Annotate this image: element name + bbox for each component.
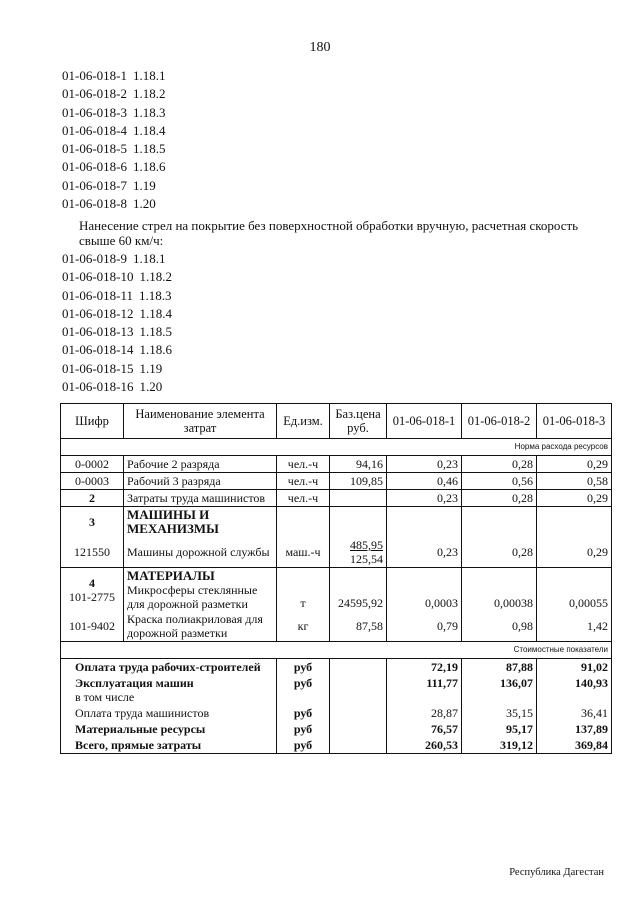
cell-value: 0,28 [462, 490, 537, 507]
cost-value: 91,02 [537, 659, 612, 676]
cell-empty [277, 507, 330, 538]
cost-value: 369,84 [537, 737, 612, 754]
code-row [62, 140, 166, 158]
ref: 1.18.6 [133, 159, 166, 175]
cell-value: 0,58 [537, 473, 612, 490]
cell-unit: чел.-ч [277, 456, 330, 473]
code: 01-06-018-16 [62, 379, 134, 395]
cost-name: Всего, прямые затраты [61, 737, 277, 754]
cell-value: 0,46 [387, 473, 462, 490]
cell-code: 3 [61, 507, 124, 538]
norm-label: Норма расхода ресурсов [61, 439, 612, 456]
ref: 1.18.5 [139, 324, 172, 340]
page-number: 180 [309, 40, 331, 55]
code-list-2 [62, 250, 172, 396]
ref: 1.18.1 [133, 251, 166, 266]
section-heading-materials: МАТЕРИАЛЫ [127, 568, 215, 583]
ref: 1.18.2 [133, 86, 166, 102]
table-row [61, 507, 612, 538]
cell-price: 24595,92 [330, 568, 387, 612]
footer-region: Республика Дагестан [509, 867, 604, 878]
cell-name: Затраты труда машинистов [124, 490, 277, 507]
ref: 1.18.4 [133, 122, 166, 138]
code-row [62, 268, 172, 286]
cell-value: 0,00038 [462, 568, 537, 612]
cost-value: 140,93 [537, 675, 612, 705]
code: 01-06-018-11 [62, 287, 134, 303]
code: 01-06-018-9 [62, 251, 127, 266]
header-col-3: 01-06-018-3 [537, 404, 612, 439]
cell-price: 109,85 [330, 473, 387, 490]
cost-name: Материальные ресурсы [61, 721, 277, 737]
cell-empty [330, 675, 387, 705]
code: 01-06-018-2 [62, 86, 127, 102]
cell-empty [330, 507, 387, 538]
cost-name: Оплата труда машинистов [61, 705, 277, 721]
table-header-row [61, 404, 612, 439]
code: 01-06-018-8 [62, 196, 127, 212]
code: 01-06-018-13 [62, 324, 134, 340]
table-row [61, 473, 612, 490]
cell-empty [330, 737, 387, 754]
cost-value: 76,57 [387, 721, 462, 737]
code: 01-06-018-3 [62, 104, 127, 120]
ref: 1.18.2 [139, 269, 172, 285]
cell-value: 0,00055 [537, 568, 612, 612]
code-row [62, 104, 166, 122]
cost-value: 95,17 [462, 721, 537, 737]
cost-value: 319,12 [462, 737, 537, 754]
cost-value: 111,77 [387, 675, 462, 705]
cell-price [330, 537, 387, 568]
ref: 1.19 [139, 360, 163, 376]
ref: 1.18.4 [139, 305, 172, 321]
cell-code: 2 [61, 490, 124, 507]
table-row [61, 537, 612, 568]
cell-code: 121550 [61, 537, 124, 568]
cost-name: Эксплуатация машин [75, 676, 194, 690]
cell-name: Рабочий 3 разряда [124, 473, 277, 490]
norm-subheader-row [61, 439, 612, 456]
code-row [62, 177, 166, 195]
code-row [62, 360, 172, 378]
cell-value: 1,42 [537, 611, 612, 642]
cell-name-group [124, 568, 277, 612]
cell-value: 0,29 [537, 490, 612, 507]
ref: 1.18.3 [139, 287, 172, 303]
cost-label: Стоимостные показатели [61, 642, 612, 659]
cost-value: 260,53 [387, 737, 462, 754]
cell-price: 87,58 [330, 611, 387, 642]
cell-code-group [61, 568, 124, 612]
cell-unit: маш.-ч [277, 537, 330, 568]
cell-value: 0,0003 [387, 568, 462, 612]
cost-sub: в том числе [75, 690, 135, 704]
cell-value: 0,23 [387, 456, 462, 473]
ref: 1.20 [139, 379, 163, 395]
cell-empty [462, 507, 537, 538]
ref: 1.18.1 [133, 68, 166, 83]
cost-row [61, 705, 612, 721]
cost-name: Оплата труда рабочих-строителей [61, 659, 277, 676]
price-machine: 485,95 [350, 538, 383, 552]
header-col-1: 01-06-018-1 [387, 404, 462, 439]
cell-code: 0-0003 [61, 473, 124, 490]
code-row [62, 250, 172, 268]
cell-empty [330, 659, 387, 676]
cell-empty [537, 507, 612, 538]
cost-value: 28,87 [387, 705, 462, 721]
cell-value: 0,28 [462, 456, 537, 473]
ref: 1.18.5 [133, 141, 166, 157]
cost-row [61, 659, 612, 676]
table-row [61, 611, 612, 642]
code-row [62, 323, 172, 341]
ref: 1.20 [133, 196, 156, 212]
cell-empty [387, 507, 462, 538]
cost-value: 36,41 [537, 705, 612, 721]
cell-value: 0,23 [387, 537, 462, 568]
cost-subheader-row [61, 642, 612, 659]
cell-value: 0,29 [537, 456, 612, 473]
cell-value: 0,28 [462, 537, 537, 568]
ref: 1.18.3 [133, 104, 166, 120]
cell-value: 0,56 [462, 473, 537, 490]
cost-value: 137,89 [537, 721, 612, 737]
code: 01-06-018-14 [62, 342, 134, 358]
code-row [62, 67, 166, 85]
ref: 1.18.6 [139, 342, 172, 358]
cost-name-group [61, 675, 277, 705]
code: 01-06-018-15 [62, 360, 134, 376]
cell-price [330, 490, 387, 507]
cell-name: Микросферы стеклянные для дорожной разметки [127, 583, 258, 611]
section-description: Нанесение стрел на покрытие без поверхностной обработки вручную, расчетная скорость свыше 60 км/ч: [79, 218, 579, 248]
section-heading-machines: МАШИНЫ И МЕХАНИЗМЫ [124, 507, 277, 538]
cell-code: 101-2775 [69, 589, 115, 604]
code: 01-06-018-7 [62, 177, 127, 193]
cost-value: 35,15 [462, 705, 537, 721]
cell-empty [330, 705, 387, 721]
code: 01-06-018-10 [62, 269, 134, 285]
table-row [61, 490, 612, 507]
code-row [62, 195, 166, 213]
code-row [62, 287, 172, 305]
cost-unit: руб [277, 675, 330, 705]
code: 01-06-018-5 [62, 141, 127, 157]
code: 01-06-018-4 [62, 122, 127, 138]
table-row [61, 456, 612, 473]
cost-row [61, 675, 612, 705]
cell-value: 0,98 [462, 611, 537, 642]
code-row [62, 378, 172, 396]
table-row [61, 568, 612, 612]
cost-unit: руб [277, 737, 330, 754]
cell-name: Машины дорожной службы [124, 537, 277, 568]
cost-unit: руб [277, 659, 330, 676]
code-row [62, 305, 172, 323]
cell-code: 0-0002 [61, 456, 124, 473]
code: 01-06-018-1 [62, 68, 127, 83]
cell-unit: чел.-ч [277, 490, 330, 507]
cell-code: 101-9402 [61, 611, 124, 642]
cell-value: 0,23 [387, 490, 462, 507]
cost-unit: руб [277, 705, 330, 721]
cost-value: 72,19 [387, 659, 462, 676]
cost-unit: руб [277, 721, 330, 737]
cell-price: 94,16 [330, 456, 387, 473]
code-row [62, 85, 166, 103]
cell-value: 0,29 [537, 537, 612, 568]
cell-unit: т [277, 568, 330, 612]
cost-row [61, 721, 612, 737]
cell-value: 0,79 [387, 611, 462, 642]
header-code: Шифр [61, 404, 124, 439]
section-number: 4 [89, 575, 95, 590]
header-col-2: 01-06-018-2 [462, 404, 537, 439]
code-row [62, 122, 166, 140]
cell-unit: чел.-ч [277, 473, 330, 490]
cell-empty [330, 721, 387, 737]
code: 01-06-018-12 [62, 305, 134, 321]
cell-name: Краска полиакриловая для дорожной разметки [124, 611, 277, 642]
cost-value: 87,88 [462, 659, 537, 676]
code-row [62, 341, 172, 359]
code: 01-06-018-6 [62, 159, 127, 175]
resource-table [60, 403, 612, 754]
price-machinist: 125,54 [350, 552, 383, 566]
code-row [62, 158, 166, 176]
header-unit: Ед.изм. [277, 404, 330, 439]
header-price: Баз.цена руб. [330, 404, 387, 439]
cost-row-total [61, 737, 612, 754]
ref: 1.19 [133, 177, 156, 193]
cell-unit: кг [277, 611, 330, 642]
cost-value: 136,07 [462, 675, 537, 705]
cell-name: Рабочие 2 разряда [124, 456, 277, 473]
header-name: Наименование элемента затрат [124, 404, 277, 439]
code-list-1 [62, 67, 166, 213]
